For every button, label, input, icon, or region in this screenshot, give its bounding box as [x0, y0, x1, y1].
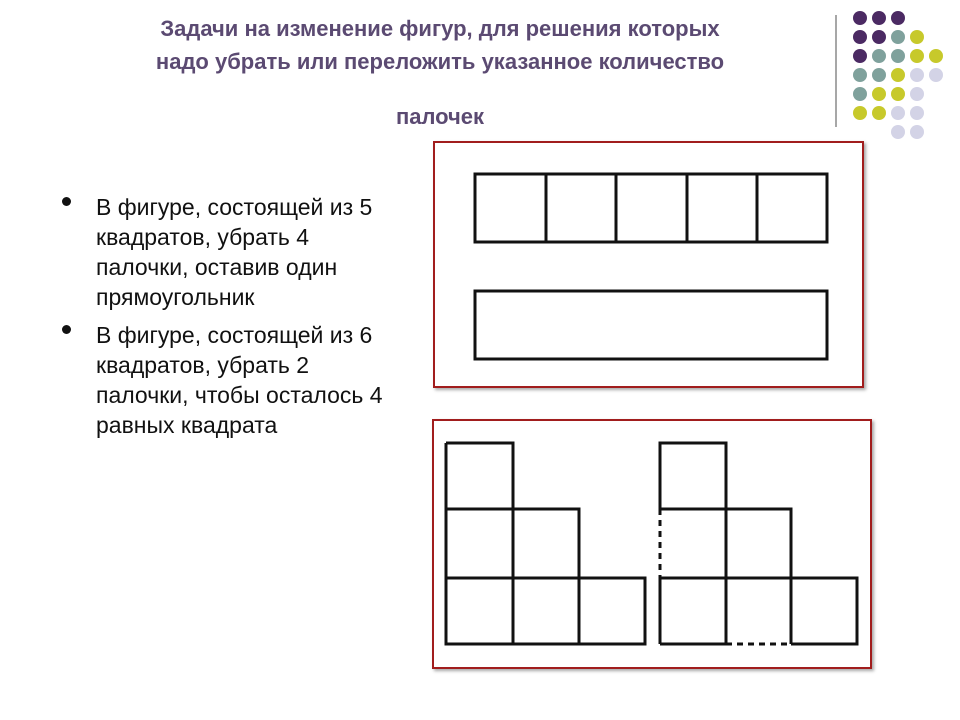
decorative-dot	[853, 30, 867, 44]
staircase-solution	[660, 443, 857, 644]
decorative-dot	[910, 49, 924, 63]
decorative-dot	[853, 68, 867, 82]
decorative-dot	[872, 30, 886, 44]
decorative-dot	[891, 106, 905, 120]
decorative-dot	[929, 68, 943, 82]
bullet-item-2: В фигуре, состоящей из 6 квадратов, убрать 2 палочки, чтобы осталось 4 равных квадрата	[60, 320, 400, 440]
decorative-dot-grid	[0, 0, 960, 160]
square-1	[475, 174, 546, 242]
decorative-dot	[872, 49, 886, 63]
decorative-dot	[891, 30, 905, 44]
bullet-list	[60, 192, 400, 448]
solution-outline-left	[660, 443, 857, 644]
title-line-2: надо убрать или переложить указанное количество	[155, 49, 725, 74]
decorative-dot	[910, 30, 924, 44]
decorative-dot	[891, 125, 905, 139]
decorative-dot	[853, 106, 867, 120]
decorative-dot	[853, 87, 867, 101]
decorative-dot	[872, 68, 886, 82]
title-line-3: палочек	[395, 104, 485, 129]
figure-frame-staircase	[432, 419, 872, 669]
square-4	[687, 174, 757, 242]
decorative-dot	[891, 11, 905, 25]
square-2	[546, 174, 616, 242]
decorative-dot	[891, 68, 905, 82]
figure-five-squares-and-rectangle	[435, 143, 866, 390]
decorative-dot	[891, 49, 905, 63]
decorative-dot	[910, 106, 924, 120]
staircase-outline	[446, 443, 645, 644]
result-rectangle	[475, 291, 827, 359]
decorative-dot	[910, 125, 924, 139]
decorative-dot	[853, 11, 867, 25]
square-5	[757, 174, 827, 242]
square-3	[616, 174, 687, 242]
figure-frame-rectangle	[433, 141, 864, 388]
decorative-dot	[910, 68, 924, 82]
staircase-original	[446, 443, 645, 644]
decorative-dot	[891, 87, 905, 101]
decorative-dot	[872, 106, 886, 120]
decorative-dot	[929, 49, 943, 63]
decorative-dot	[872, 11, 886, 25]
bullet-item-1: В фигуре, состоящей из 5 квадратов, убрать 4 палочки, оставив один прямоугольник	[60, 192, 400, 312]
decorative-dot	[853, 49, 867, 63]
title-line-1: Задачи на изменение фигур, для решения которых	[160, 16, 720, 41]
decorative-dot	[910, 87, 924, 101]
decorative-dot	[872, 87, 886, 101]
figure-staircase-squares	[434, 421, 874, 671]
